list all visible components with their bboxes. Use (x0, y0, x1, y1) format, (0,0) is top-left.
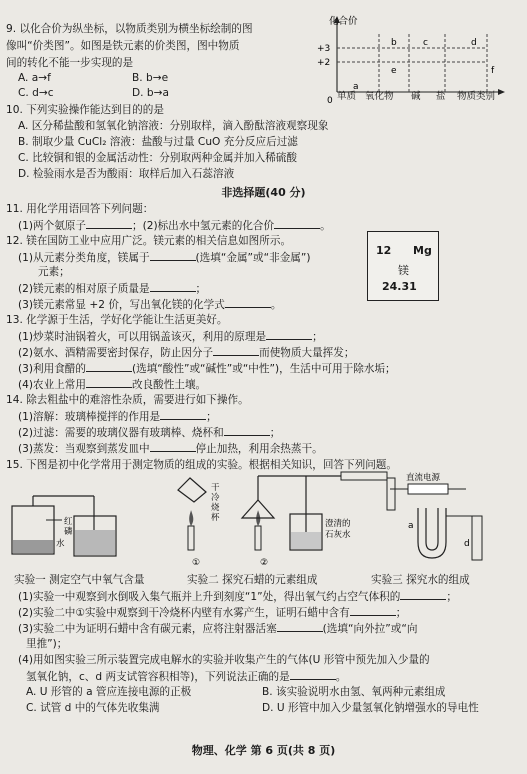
q13-part4: (4)农业上常用 改良酸性土壤。 (18, 379, 207, 391)
q13-stem: 13. 化学源于生活，学好化学能让生活更美好。 (6, 314, 228, 326)
answer-blank[interactable] (150, 282, 196, 292)
flame-1 (189, 510, 193, 526)
q15-part3: (3)实验二中为证明石蜡中含有碳元素，应将注射器活塞 (选填“向外拉”或“向 (18, 623, 418, 635)
label-circle-1: ① (192, 558, 201, 568)
q15-option-a: A. U 形管的 a 管应连接电源的正极 (26, 686, 192, 698)
label-limewater-2: 石灰水 (325, 530, 351, 540)
q13-part1: (1)炒菜时油锅着火，可以用锅盖该灭，利用的原理是 ； (18, 331, 323, 343)
x-axis-arrow (498, 89, 505, 95)
q15-part4-line2: 氢氧化钠，c、d 两支试管容积相等)，下列说法正确的是 。 (26, 671, 347, 683)
q9-option-a: A. a→f (18, 72, 51, 84)
xtick-element: 单质 (337, 91, 357, 102)
q14-part2: (2)过滤：需要的玻璃仪器有玻璃棒、烧杯和 ； (18, 427, 281, 439)
bottle-water (13, 540, 53, 553)
dc-power-source (408, 484, 448, 494)
answer-blank[interactable] (213, 346, 259, 356)
label-dry-4: 杯 (211, 513, 220, 523)
xtick-oxide: 氧化物 (365, 91, 394, 102)
point-f: f (491, 66, 495, 76)
tick-zero: 0 (327, 96, 333, 104)
label-red-phosphorus-2: 磷 (64, 527, 73, 537)
q12-part2: (2)镁元素的相对原子质量是 ； (18, 283, 207, 295)
answer-blank[interactable] (224, 426, 270, 436)
beaker-water (75, 530, 115, 555)
label-dry-1: 干 (211, 483, 220, 493)
q9-option-b: B. b→e (132, 72, 169, 84)
chart-ylabel: 化合价 (329, 16, 358, 27)
answer-blank[interactable] (150, 251, 196, 261)
q14-part3: (3)蒸发：当观察到蒸发皿中 停止加热，利用余热蒸干。 (18, 443, 323, 455)
q9-stem-line1: 9. 以化合价为纵坐标，以物质类别为横坐标绘制的图 (6, 23, 253, 35)
dry-cold-beaker (178, 478, 206, 502)
exp1-apparatus (12, 496, 116, 556)
q15-option-b: B. 该实验说明水由氢、氧两种元素组成 (262, 686, 446, 698)
q11-stem: 11. 用化学用语回答下列问题： (6, 203, 154, 215)
label-dry-3: 烧 (211, 503, 220, 513)
limewater (291, 532, 321, 549)
q10-option-a: A. 区分稀盐酸和氢氧化钠溶液：分别取样，滴入酚酞溶液观察现象 (18, 120, 329, 132)
atomic-mass: 24.31 (382, 280, 417, 293)
q15-part2: (2)实验二中①实验中观察到干冷烧杯内壁有水雾产生，证明石蜡中含有 ； (18, 607, 407, 619)
point-b: b (391, 38, 397, 48)
answer-blank[interactable] (290, 670, 336, 680)
element-name: 镁 (398, 264, 409, 277)
q10-option-b: B. 制取少量 CuCl₂ 溶液：盐酸与过量 CuO 充分反应后过滤 (18, 136, 298, 148)
answer-blank[interactable] (150, 442, 196, 452)
q15-option-d: D. U 形管中加入少量氢氧化钠增强水的导电性 (262, 702, 479, 714)
q9-option-c: C. d→c (18, 87, 54, 99)
label-circle-2: ② (260, 558, 269, 568)
answer-blank[interactable] (86, 378, 132, 388)
answer-blank[interactable] (277, 622, 323, 632)
atomic-number: 12 (376, 244, 392, 257)
q11-part1: (1)两个氨原子 ；(2)标出水中氢元素的化合价 。 (18, 220, 331, 232)
q12-part3: (3)镁元素常显 +2 价，写出氧化镁的化学式 。 (18, 299, 282, 311)
answer-blank[interactable] (225, 298, 271, 308)
q9-stem-line2: 像叫“价类图”。如图是铁元素的价类图，图中物质 (6, 40, 240, 52)
q10-option-c: C. 比较铜和银的金属活动性：分别取两种金属并加入稀硫酸 (18, 152, 297, 164)
tick-plus3: +3 (317, 44, 331, 54)
label-water: 水 (56, 539, 65, 549)
point-a: a (353, 82, 359, 92)
q9-option-d: D. b→a (132, 87, 169, 99)
candle-2 (255, 526, 261, 550)
q15-part3-cont: 里推”)； (26, 638, 68, 650)
q12-stem: 12. 镁在国防工业中应用广泛。镁元素的相关信息如图所示。 (6, 235, 292, 247)
xtick-salt: 盐 (436, 91, 446, 102)
exp2-apparatus (178, 472, 387, 568)
q15-part1: (1)实验一中观察到水倒吸入集气瓶并上升到刻度“1”处，得出氧气约占空气体积的 ； (18, 591, 457, 603)
answer-blank[interactable] (86, 219, 132, 229)
point-d: d (471, 38, 477, 48)
candle (188, 526, 194, 550)
point-e: e (391, 66, 397, 76)
answer-blank[interactable] (274, 219, 320, 229)
answer-blank[interactable] (350, 606, 396, 616)
q15-part4-line1: (4)用如图实验三所示装置完成电解水的实验并收集产生的气体(U 形管中预先加入少量的 (18, 654, 430, 666)
label-limewater-1: 澄清的 (325, 519, 351, 529)
element-symbol: Mg (413, 244, 432, 257)
page-footer: 物理、化学 第 6 页(共 8 页) (191, 744, 336, 757)
q13-part3: (3)利用食醋的 (选填“酸性”或“碱性”或“中性”)，生活中可用于除水垢； (18, 363, 396, 375)
label-dry-2: 冷 (211, 493, 220, 503)
q14-part1: (1)溶解：玻璃棒搅拌的作用是 ； (18, 411, 217, 423)
q15-option-c: C. 试管 d 中的气体先收集满 (26, 702, 160, 714)
experiment-figure (6, 470, 521, 572)
exp3-caption: 实验三 探究水的组成 (371, 574, 470, 586)
q14-stem: 14. 除去粗盐中的难溶性杂质，需要进行如下操作。 (6, 394, 249, 406)
label-power: 直流电源 (406, 473, 441, 483)
exp2-caption: 实验二 探究石蜡的元素组成 (187, 574, 318, 586)
u-tube-inner (426, 508, 438, 550)
label-red-phosphorus-1: 红 (64, 517, 73, 527)
test-tube-d (472, 516, 482, 560)
label-d: d (464, 539, 470, 549)
q10-stem: 10. 下列实验操作能达到目的的是 (6, 104, 164, 116)
syringe (341, 472, 387, 480)
chart-xlabel: 物质类别 (457, 91, 496, 102)
answer-blank[interactable] (86, 362, 132, 372)
point-c: c (423, 38, 428, 48)
answer-blank[interactable] (160, 410, 206, 420)
q12-part1: (1)从元素分类角度，镁属于 (选填“金属”或“非金属”) (18, 252, 311, 264)
exp3-apparatus (387, 472, 482, 560)
xtick-base: 碱 (411, 91, 421, 102)
answer-blank[interactable] (266, 330, 312, 340)
label-a: a (408, 521, 414, 531)
exp1-caption: 实验一 测定空气中氧气含量 (14, 574, 145, 586)
section-title: 非选择题(40 分) (221, 186, 306, 199)
q12-part1-cont: 元素； (38, 266, 70, 278)
tick-plus2: +2 (317, 58, 331, 68)
q15-stem: 15. 下图是初中化学常用于测定物质的组成的实验。根据相关知识，回答下列问题。 (6, 459, 397, 471)
test-tube-c (387, 478, 395, 510)
q10-option-d: D. 检验雨水是否为酸雨：取样后加入石蕊溶液 (18, 168, 235, 180)
q9-stem-line3: 间的转化不能一步实现的是 (6, 57, 134, 69)
magnesium-element-card (367, 231, 439, 301)
q13-part2: (2)氨水、酒精需要密封保存，防止因分子 而使物质大量挥发； (18, 347, 355, 359)
answer-blank[interactable] (400, 590, 446, 600)
